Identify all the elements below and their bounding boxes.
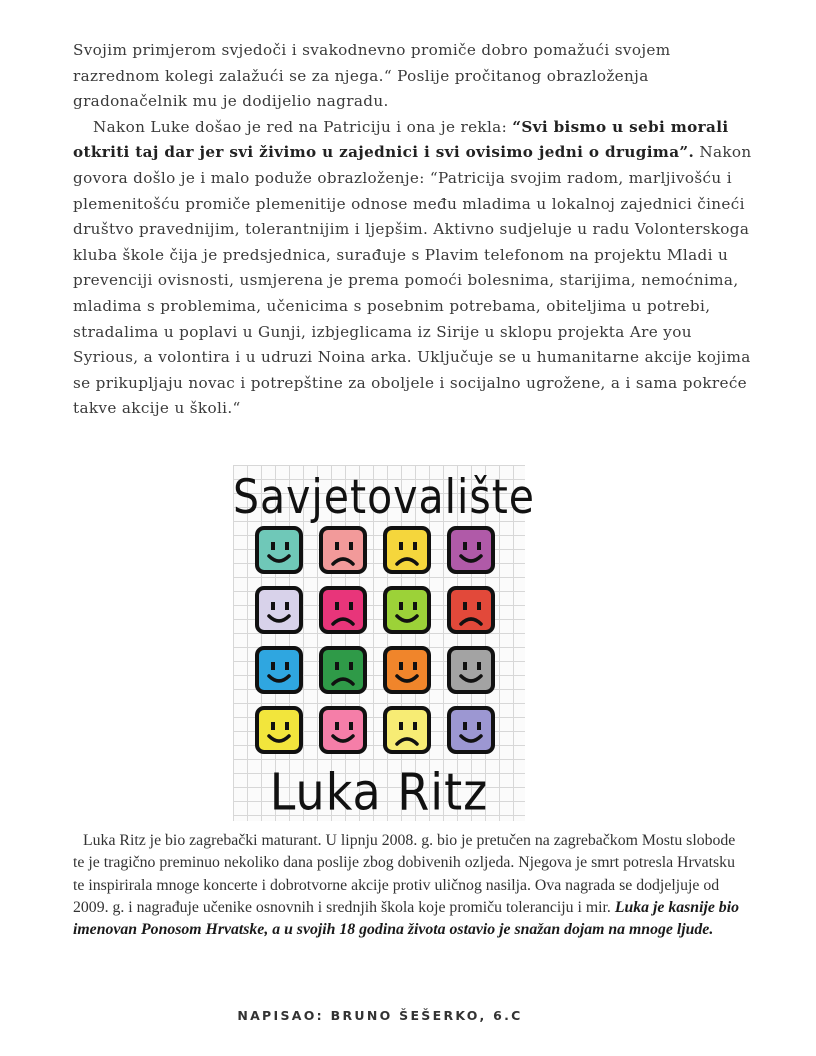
face-happy-icon (257, 528, 301, 572)
article-paragraph-1 (73, 38, 753, 422)
poster-author: Luka Ritz (269, 762, 489, 822)
paragraph-1-rest: Nakon govora došlo je i malo poduže obrazloženje: “Patricija svojim radom, marljivošću i plemenitošću promiče plemenitije odnose među mladima u lokalnoj zajednici čineći društvo pravednijim, tolerantnijim i ljepšim. Aktivno sudjeluje u radu Volonterskoga kluba škole čija je predsjednica, surađuje s Plavim telefonom na projektu Mladi u prevenciji ovisnosti, usmjerena je prema pomoći bolesnima, starijima, nemoćnima, mladima s problemima, učenicima s posebnim potrebama, obiteljima u potrebi, stradalima u poplavi u Gunji, izbjeglicama iz Sirije u sklopu projekta Are you Syrious, a volontira i u udruzi Noina arka. Uključuje se u humanitarne akcije kojima se prikupljaju novac i potrepštine za oboljele i socijalno ugrožene, a i sama pokreće takve akcije u školi.“ (73, 143, 752, 418)
paragraph-1-opening: Svojim primjerom svjedoči i svakodnevno promiče dobro pomažući svojem razrednom kolegi zalažući se za njega.“ Poslije pročitanog obrazloženja gradonačelnik mu je dodijelio nagradu. (73, 41, 671, 111)
face-happy-icon (449, 708, 493, 752)
poster-title: Savjetovalište (233, 469, 536, 525)
face-happy-icon (385, 648, 429, 692)
face-sad-icon (321, 648, 365, 692)
face-sad-icon (385, 528, 429, 572)
author-byline: NAPISAO: BRUNO ŠEŠERKO, 6.C (237, 1008, 523, 1023)
face-sad-icon (449, 588, 493, 632)
paragraph-2-text: Luka Ritz je bio zagrebački maturant. U lipnju 2008. g. bio je pretučen na zagrebačkom Mostu slobode te je tragično preminuo nekoliko dana poslije zbog dobivenih ozljeda. Njegova je smrt potresla Hrvatsku te inspirirala mnoge koncerte i dobrotvorne akcije protiv uličnog nasilja. Ova nagrada se dodjeljuje od 2009. g. i nagrađuje učenike osnovnih i srednjih škola koje promiču toleranciju i mir. (73, 832, 736, 916)
paragraph-1-intro: Nakon Luke došao je red na Patriciju i ona je rekla: (93, 117, 513, 136)
article-paragraph-2 (73, 830, 741, 941)
paragraph-2-emphasis: Luka je kasnije bio imenovan Ponosom Hrvatske, a u svojih 18 godina života ostavio je snažan dojam na mnoge ljude. (73, 898, 739, 939)
face-happy-icon (257, 588, 301, 632)
savjetovaliste-poster-image (233, 465, 536, 822)
face-sad-icon (321, 588, 365, 632)
face-happy-icon (449, 528, 493, 572)
patricija-quote: “Svi bismo u sebi morali otkriti taj dar jer svi živimo u zajednici i svi ovisimo jedni o drugima”. (73, 117, 729, 162)
face-happy-icon (321, 708, 365, 752)
face-happy-icon (449, 648, 493, 692)
face-happy-icon (257, 648, 301, 692)
face-happy-icon (257, 708, 301, 752)
face-sad-icon (321, 528, 365, 572)
face-happy-icon (385, 588, 429, 632)
face-sad-icon (385, 708, 429, 752)
